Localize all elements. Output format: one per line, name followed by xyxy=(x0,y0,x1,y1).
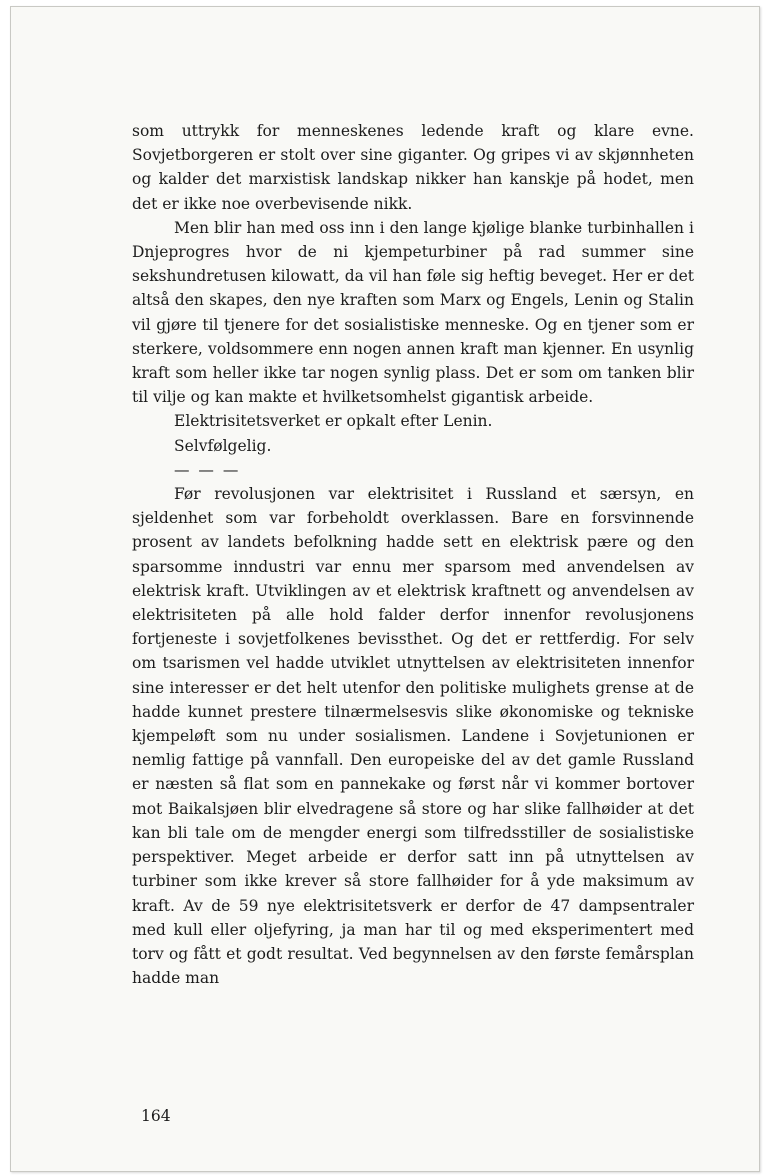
paragraph-5: Før revolusjonen var elektrisitet i Russland et særsyn, en sjeldenhet som var forbeholdt overklassen. Bare en forsvinnende prosent av landets befolkning hadde sett en elektrisk pære og den sparsomme inndustri var ennu mer sparsom med anvendelsen av elektrisk kraft. Utviklingen av et elektrisk kraftnett og anvendelsen av elektrisiteten på alle hold falder derfor innenfor revolusjonens fortjeneste i sovjetfolkenes bevissthet. Og det er rettferdig. For selv om tsarismen vel hadde utviklet utnyttelsen av elektrisiteten innenfor sine interesser er det helt utenfor den politiske mulighets grense at de hadde kunnet prestere tilnærmelsesvis slike økonomiske og tekniske kjempeløft som nu under sosialismen. Landene i Sovjetunionen er nemlig fattige på vannfall. Den europeiske del av det gamle Russland er næsten så flat som en pannekake og først når vi kommer bortover mot Baikalsjøen blir elvedragene så store og har slike fallhøider at det kan bli tale om de mengder energi som tilfredsstiller de sosialistiske perspektiver. Meget arbeide er derfor satt inn på utnyttelsen av turbiner som ikke krever så store fallhøider for å yde maksimum av kraft. Av de 59 nye elektrisitetsverk er derfor de 47 dampsentraler med kull eller oljefyring, ja man har til og med eksperimentert med torv og fått et godt resultat. Ved begynnelsen av den første femårsplan hadde man xyxy=(132,485,694,988)
book-page xyxy=(10,6,760,1172)
page-number: 164 xyxy=(141,1107,171,1125)
body-text xyxy=(132,119,694,990)
paragraph-3: Elektrisitetsverket er opkalt efter Lenin. xyxy=(174,412,493,431)
paragraph-4: Selvfølgelig. xyxy=(174,436,272,455)
paragraph-1: som uttrykk for menneskenes ledende kraft og klare evne. Sovjetborgeren er stolt over sine giganter. Og gripes vi av skjønnheten og kalder det marxistisk landskap nikker han kanskje på hodet, men det er ikke noe overbevisende nikk. xyxy=(132,122,694,213)
section-break: — — — xyxy=(174,460,241,479)
paragraph-2: Men blir han med oss inn i den lange kjølige blanke turbinhallen i Dnjeprogres hvor de ni kjempeturbiner på rad summer sine sekshundretusen kilowatt, da vil han føle sig heftig beveget. Her er det altså den skapes, den nye kraften som Marx og Engels, Lenin og Stalin vil gjøre til tjenere for det sosialistiske menneske. Og en tjener som er sterkere, voldsommere enn nogen annen kraft man kjenner. En usynlig kraft som heller ikke tar nogen synlig plass. Det er som om tanken blir til vilje og kan makte et hvilketsomhelst gigantisk arbeide. xyxy=(132,218,694,407)
